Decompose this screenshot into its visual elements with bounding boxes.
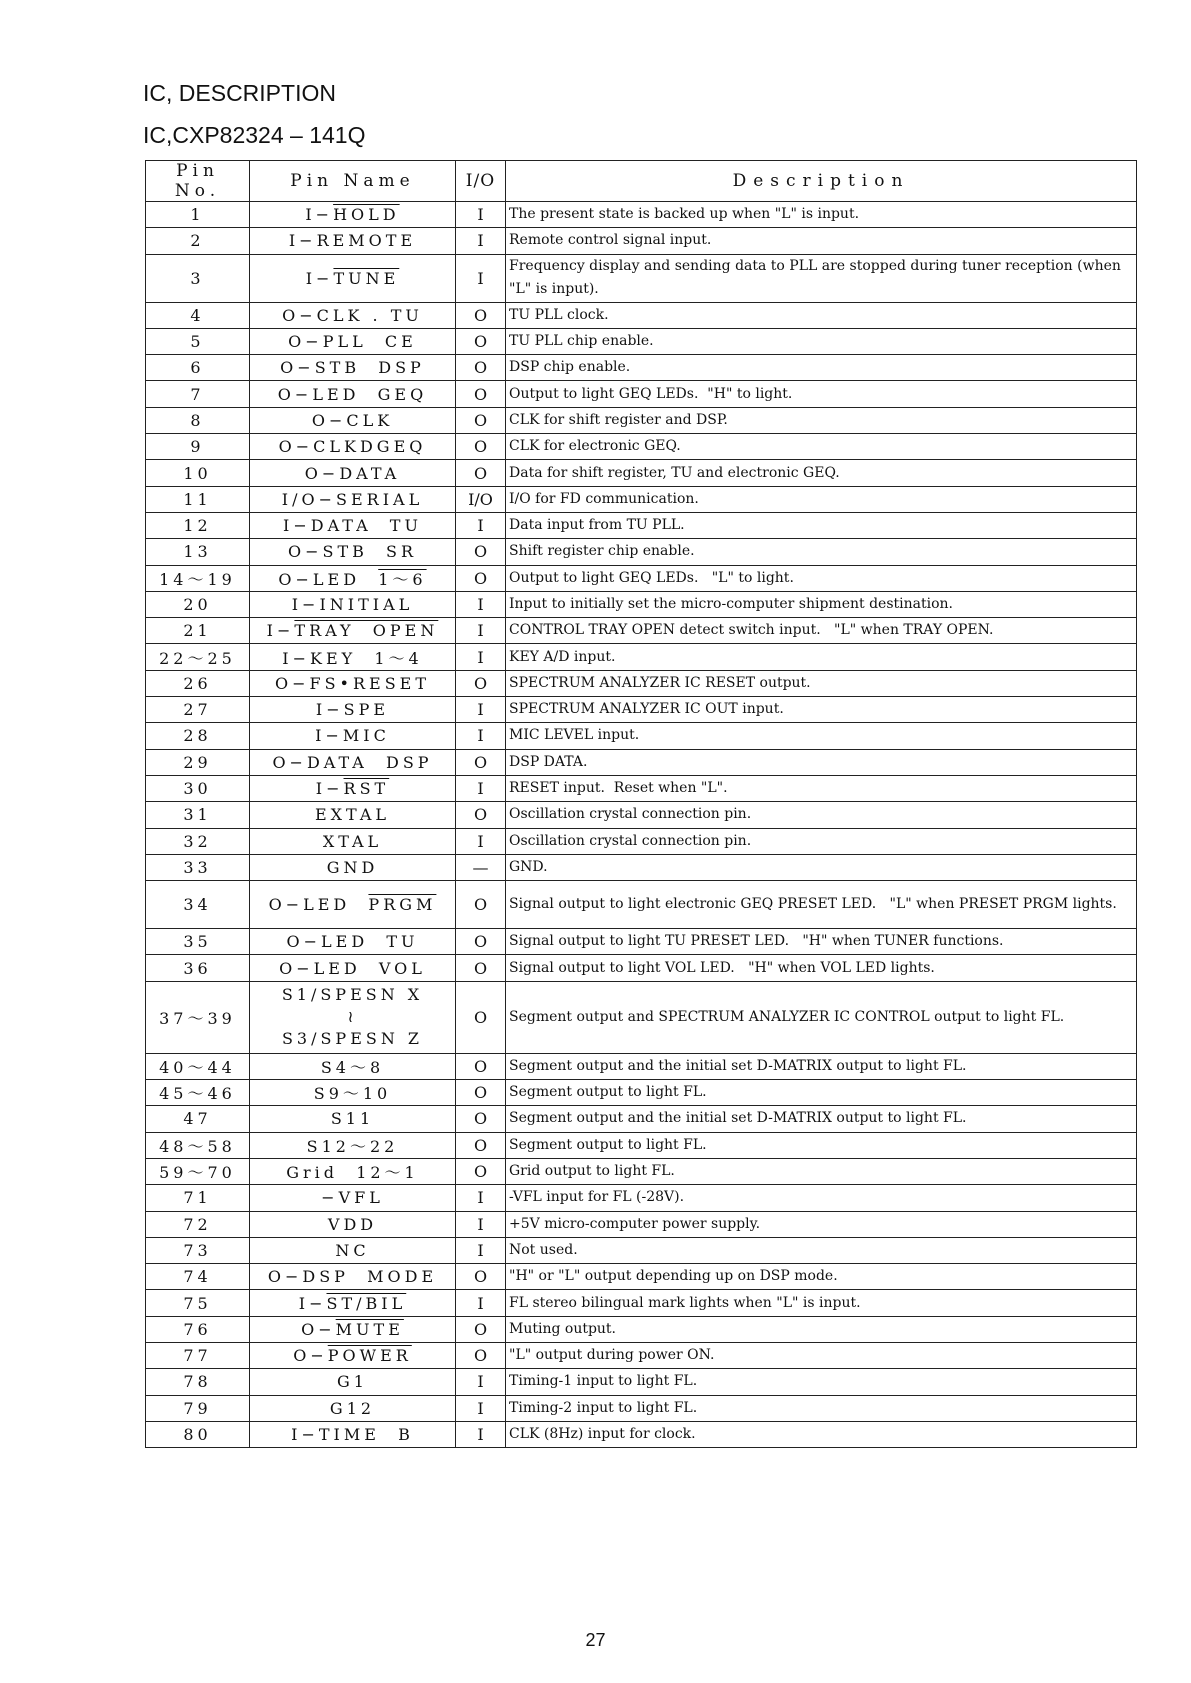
pin-name-cell (250, 355, 456, 381)
io-cell: O (456, 802, 506, 828)
pin-number-cell: 35 (146, 929, 250, 955)
pin-number-cell: 31 (146, 802, 250, 828)
pin-number-cell: 4 (146, 302, 250, 328)
pin-number-cell: 59〜70 (146, 1158, 250, 1184)
pin-name-cell (250, 228, 456, 254)
table-row (146, 228, 1137, 254)
pin-name-cell (250, 434, 456, 460)
table-row (146, 775, 1137, 801)
description-cell: Frequency display and sending data to PLL are stopped during tuner reception (when "L" is input). (506, 254, 1137, 302)
pin-name-cell (250, 407, 456, 433)
io-cell: I (456, 1369, 506, 1395)
description-cell: MIC LEVEL input. (506, 723, 1137, 749)
pin-name-overlined: PRGM (368, 895, 437, 915)
description-cell: FL stereo bilingual mark lights when "L" is input. (506, 1290, 1137, 1316)
table-row (146, 1421, 1137, 1447)
io-cell: I∕O (456, 486, 506, 512)
description-cell: SPECTRUM ANALYZER IC RESET output. (506, 670, 1137, 696)
pin-name-part: I−INITIAL (291, 595, 414, 614)
pin-number-cell: 27 (146, 697, 250, 723)
io-cell: O (456, 1106, 506, 1132)
pin-name-cell (250, 981, 456, 1053)
pin-name-part: S4〜8 (320, 1057, 385, 1077)
pin-number-cell: 74 (146, 1264, 250, 1290)
description-cell: Shift register chip enable. (506, 539, 1137, 565)
io-cell: — (456, 854, 506, 880)
pin-name-part: O− (301, 1319, 336, 1339)
table-row (146, 434, 1137, 460)
pin-name-cell (250, 697, 456, 723)
pin-name-cell (250, 828, 456, 854)
io-cell: O (456, 1342, 506, 1368)
pin-number-cell: 2 (146, 228, 250, 254)
pin-name-cell (250, 881, 456, 929)
pin-name-part: I−REMOTE (288, 231, 417, 251)
io-cell: O (456, 881, 506, 929)
table-row (146, 618, 1137, 644)
pin-name-cell (250, 929, 456, 955)
io-cell: O (456, 539, 506, 565)
pin-name-cell (250, 749, 456, 775)
io-cell: O (456, 460, 506, 486)
pin-number-cell: 45〜46 (146, 1080, 250, 1106)
description-cell: Output to light GEQ LEDs. "H" to light. (506, 381, 1137, 407)
pin-name-line: ≀ (347, 1007, 358, 1027)
pin-name-part: O−FS•RESET (274, 673, 431, 693)
pin-name-cell (250, 644, 456, 670)
pin-name-part: O−DSP MODE (267, 1267, 438, 1287)
io-cell: I (456, 1421, 506, 1447)
pin-name-part: VDD (327, 1214, 378, 1234)
pin-number-cell: 78 (146, 1369, 250, 1395)
description-cell: +5V micro-computer power supply. (506, 1211, 1137, 1237)
pin-number-cell: 10 (146, 460, 250, 486)
description-cell: CONTROL TRAY OPEN detect switch input. "L" when TRAY OPEN. (506, 618, 1137, 644)
pin-name-cell (250, 1342, 456, 1368)
pin-number-cell: 8 (146, 407, 250, 433)
table-row (146, 955, 1137, 981)
pin-name-cell (250, 1264, 456, 1290)
table-row (146, 355, 1137, 381)
table-row (146, 1158, 1137, 1184)
table-row (146, 1264, 1137, 1290)
description-cell: Not used. (506, 1237, 1137, 1263)
pin-name-cell (250, 854, 456, 880)
pin-name-cell (250, 1185, 456, 1211)
table-row (146, 1132, 1137, 1158)
description-cell: GND. (506, 854, 1137, 880)
table-row (146, 591, 1137, 617)
pin-name-part: O−LED (268, 895, 369, 915)
pin-name-part: G1 (337, 1372, 368, 1392)
table-row (146, 1290, 1137, 1316)
description-cell: Signal output to light TU PRESET LED. "H" when TUNER functions. (506, 929, 1137, 955)
table-row (146, 881, 1137, 929)
pin-name-cell (250, 1053, 456, 1079)
header-description: Description (506, 161, 1137, 202)
io-cell: I (456, 512, 506, 538)
table-row (146, 644, 1137, 670)
pin-name-part: S11 (330, 1109, 375, 1129)
description-cell: Signal output to light electronic GEQ PRESET LED. "L" when PRESET PRGM lights. (506, 881, 1137, 929)
pin-name-part: O−LED GEQ (277, 384, 428, 404)
table-row (146, 302, 1137, 328)
pin-name-part: O−DATA DSP (272, 752, 433, 772)
pin-name-part: I− (298, 1293, 327, 1313)
description-cell: Segment output and the initial set D-MATRIX output to light FL. (506, 1106, 1137, 1132)
pin-number-cell: 37〜39 (146, 981, 250, 1053)
table-row (146, 381, 1137, 407)
io-cell: O (456, 407, 506, 433)
table-row (146, 828, 1137, 854)
description-cell: Oscillation crystal connection pin. (506, 828, 1137, 854)
table-row (146, 981, 1137, 1053)
io-cell: O (456, 302, 506, 328)
pin-name-part: I∕O−SERIAL (281, 489, 424, 509)
pin-name-cell (250, 775, 456, 801)
page-heading: IC, DESCRIPTION (143, 80, 336, 106)
io-cell: O (456, 670, 506, 696)
page-number: 27 (585, 1630, 606, 1650)
description-cell: "H" or "L" output depending up on DSP mode. (506, 1264, 1137, 1290)
pin-name-cell (250, 381, 456, 407)
description-cell: SPECTRUM ANALYZER IC OUT input. (506, 697, 1137, 723)
io-cell: O (456, 355, 506, 381)
description-cell: KEY A/D input. (506, 644, 1137, 670)
pin-name-overlined: TUNE (333, 268, 400, 288)
description-cell: Remote control signal input. (506, 228, 1137, 254)
table-row (146, 254, 1137, 302)
pin-number-cell: 29 (146, 749, 250, 775)
table-row (146, 1185, 1137, 1211)
pin-name-line: S3/SPESN Z (281, 1029, 424, 1049)
pin-name-part: O−LED VOL (279, 958, 426, 978)
pin-name-cell (250, 202, 456, 228)
description-cell: Muting output. (506, 1316, 1137, 1342)
pin-name-part: G12 (329, 1398, 376, 1418)
pin-name-cell (250, 1132, 456, 1158)
pin-name-part: O−STB SR (287, 542, 418, 562)
pin-number-cell: 71 (146, 1185, 250, 1211)
io-cell: I (456, 697, 506, 723)
pin-number-cell: 40〜44 (146, 1053, 250, 1079)
table-row (146, 1080, 1137, 1106)
table-row (146, 929, 1137, 955)
description-cell: Segment output to light FL. (506, 1080, 1137, 1106)
pin-name-cell (250, 723, 456, 749)
pin-number-cell: 32 (146, 828, 250, 854)
description-cell: TU PLL clock. (506, 302, 1137, 328)
pin-name-part: I− (305, 268, 334, 288)
pin-name-part: EXTAL (314, 805, 391, 825)
pin-number-cell: 33 (146, 854, 250, 880)
io-cell: O (456, 565, 506, 591)
pin-number-cell: 22〜25 (146, 644, 250, 670)
pin-number-cell: 75 (146, 1290, 250, 1316)
table-row (146, 1237, 1137, 1263)
pin-name-part: O− (293, 1346, 328, 1366)
pin-number-cell: 48〜58 (146, 1132, 250, 1158)
pin-name-cell (250, 565, 456, 591)
pin-name-cell (250, 1158, 456, 1184)
pin-name-part: I− (305, 205, 334, 225)
pin-name-cell (250, 1395, 456, 1421)
io-cell: I (456, 228, 506, 254)
io-cell: I (456, 1237, 506, 1263)
io-cell: I (456, 644, 506, 670)
pin-name-cell (250, 486, 456, 512)
io-cell: I (456, 202, 506, 228)
header-pin-name: Pin Name (250, 161, 456, 202)
pin-number-cell: 79 (146, 1395, 250, 1421)
pin-name-part: NC (335, 1240, 370, 1260)
pin-number-cell: 34 (146, 881, 250, 929)
ic-part-number: IC,CXP82324 – 141Q (143, 122, 366, 148)
description-cell: Segment output and SPECTRUM ANALYZER IC CONTROL output to light FL. (506, 981, 1137, 1053)
io-cell: O (456, 1158, 506, 1184)
table-body (146, 202, 1137, 1448)
io-cell: O (456, 749, 506, 775)
pin-number-cell: 26 (146, 670, 250, 696)
table-row (146, 1342, 1137, 1368)
io-cell: O (456, 1316, 506, 1342)
io-cell: I (456, 618, 506, 644)
pin-name-part: I−SPE (315, 700, 390, 720)
io-cell: O (456, 434, 506, 460)
description-cell: Timing-2 input to light FL. (506, 1395, 1137, 1421)
description-cell: Oscillation crystal connection pin. (506, 802, 1137, 828)
table-row (146, 539, 1137, 565)
table-row (146, 697, 1137, 723)
table-row (146, 1395, 1137, 1421)
description-cell: Timing-1 input to light FL. (506, 1369, 1137, 1395)
pin-name-part: O−STB DSP (280, 358, 425, 378)
table-row (146, 565, 1137, 591)
table-row (146, 328, 1137, 354)
pin-name-part: O−LED (278, 569, 379, 589)
pin-name-cell (250, 254, 456, 302)
table-row (146, 486, 1137, 512)
description-cell: Input to initially set the micro-computer shipment destination. (506, 591, 1137, 617)
description-cell: Segment output and the initial set D-MATRIX output to light FL. (506, 1053, 1137, 1079)
description-cell: Output to light GEQ LEDs. "L" to light. (506, 565, 1137, 591)
pin-name-part: O−CLKDGEQ (278, 437, 427, 457)
io-cell: I (456, 1290, 506, 1316)
table-row (146, 407, 1137, 433)
io-cell: O (456, 381, 506, 407)
io-cell: I (456, 1185, 506, 1211)
description-cell: DSP DATA. (506, 749, 1137, 775)
table-row (146, 1369, 1137, 1395)
pin-number-cell: 30 (146, 775, 250, 801)
table-row (146, 1053, 1137, 1079)
table-row (146, 1211, 1137, 1237)
pin-name-part: I−KEY 1〜4 (282, 648, 423, 668)
pin-name-overlined: POWER (327, 1346, 412, 1366)
pin-number-cell: 6 (146, 355, 250, 381)
pin-name-part: S12〜22 (306, 1136, 399, 1156)
pin-number-cell: 72 (146, 1211, 250, 1237)
io-cell: O (456, 1264, 506, 1290)
description-cell: CLK (8Hz) input for clock. (506, 1421, 1137, 1447)
pin-name-part: O−PLL CE (288, 332, 417, 352)
description-cell: The present state is backed up when "L" is input. (506, 202, 1137, 228)
table-row (146, 1316, 1137, 1342)
pin-name-cell (250, 670, 456, 696)
pin-name-part: I− (266, 621, 295, 641)
pin-number-cell: 36 (146, 955, 250, 981)
table-row (146, 460, 1137, 486)
header-pin-no: Pin No. (146, 161, 250, 202)
io-cell: O (456, 955, 506, 981)
table-row (146, 1106, 1137, 1132)
pin-name-cell (250, 1290, 456, 1316)
pin-name-cell (250, 302, 456, 328)
pin-name-cell (250, 1211, 456, 1237)
pin-name-overlined: HOLD (333, 205, 400, 225)
pin-name-overlined: 1〜6 (378, 569, 427, 589)
pin-name-cell (250, 460, 456, 486)
pin-number-cell: 21 (146, 618, 250, 644)
description-cell: DSP chip enable. (506, 355, 1137, 381)
io-cell: O (456, 1080, 506, 1106)
io-cell: I (456, 828, 506, 854)
pin-name-overlined: MUTE (335, 1319, 404, 1339)
description-cell: Grid output to light FL. (506, 1158, 1137, 1184)
pin-name-cell (250, 618, 456, 644)
pin-name-part: Grid 12〜1 (286, 1163, 419, 1183)
description-cell: "L" output during power ON. (506, 1342, 1137, 1368)
pin-name-cell (250, 328, 456, 354)
description-cell: I/O for FD communication. (506, 486, 1137, 512)
io-cell: I (456, 1395, 506, 1421)
pin-description-table (145, 160, 1137, 1448)
pin-name-cell (250, 1080, 456, 1106)
pin-number-cell: 80 (146, 1421, 250, 1447)
pin-name-part: XTAL (322, 831, 383, 851)
description-cell: Signal output to light VOL LED. "H" when VOL LED lights. (506, 955, 1137, 981)
pin-number-cell: 47 (146, 1106, 250, 1132)
pin-name-part: O−LED TU (286, 932, 419, 952)
pin-name-cell (250, 539, 456, 565)
pin-name-part: I−TIME B (291, 1425, 414, 1445)
pin-name-part: I−MIC (315, 726, 390, 746)
description-cell: Data for shift register, TU and electronic GEQ. (506, 460, 1137, 486)
pin-name-cell (250, 1316, 456, 1342)
io-cell: I (456, 254, 506, 302)
pin-number-cell: 7 (146, 381, 250, 407)
pin-name-cell (250, 512, 456, 538)
pin-number-cell: 20 (146, 591, 250, 617)
pin-number-cell: 14〜19 (146, 565, 250, 591)
pin-name-overlined: TRAY OPEN (294, 621, 439, 641)
io-cell: O (456, 1132, 506, 1158)
pin-number-cell: 77 (146, 1342, 250, 1368)
description-cell: RESET input. Reset when "L". (506, 775, 1137, 801)
table-row (146, 802, 1137, 828)
pin-number-cell: 5 (146, 328, 250, 354)
io-cell: I (456, 591, 506, 617)
pin-number-cell: 9 (146, 434, 250, 460)
pin-name-cell (250, 1421, 456, 1447)
description-cell: Segment output to light FL. (506, 1132, 1137, 1158)
pin-name-part: O−CLK (311, 410, 394, 430)
pin-name-part: I− (315, 779, 344, 799)
pin-name-part: O−DATA (304, 463, 401, 483)
pin-number-cell: 11 (146, 486, 250, 512)
pin-name-part: −VFL (321, 1188, 384, 1208)
pin-number-cell: 13 (146, 539, 250, 565)
pin-number-cell: 76 (146, 1316, 250, 1342)
header-io: I∕O (456, 161, 506, 202)
table-row (146, 749, 1137, 775)
table-row (146, 512, 1137, 538)
table-row (146, 670, 1137, 696)
description-cell: Data input from TU PLL. (506, 512, 1137, 538)
pin-name-cell (250, 1106, 456, 1132)
io-cell: I (456, 775, 506, 801)
description-cell: TU PLL chip enable. (506, 328, 1137, 354)
description-cell: CLK for electronic GEQ. (506, 434, 1137, 460)
io-cell: O (456, 328, 506, 354)
io-cell: O (456, 1053, 506, 1079)
pin-number-cell: 3 (146, 254, 250, 302)
pin-number-cell: 12 (146, 512, 250, 538)
table-row (146, 202, 1137, 228)
io-cell: O (456, 981, 506, 1053)
pin-name-cell (250, 802, 456, 828)
pin-name-cell (250, 955, 456, 981)
pin-number-cell: 1 (146, 202, 250, 228)
table-row (146, 723, 1137, 749)
io-cell: O (456, 929, 506, 955)
pin-name-part: GND (326, 857, 379, 877)
table-header-row (146, 161, 1137, 202)
pin-name-overlined: $\overline{RST}$ (343, 779, 390, 799)
pin-number-cell: 73 (146, 1237, 250, 1263)
pin-name-part: O−CLK . TU (282, 305, 423, 325)
io-cell: I (456, 1211, 506, 1237)
pin-name-line: S1/SPESN X (281, 985, 424, 1005)
pin-name-overlined: ST/BIL (326, 1293, 407, 1313)
pin-number-cell: 28 (146, 723, 250, 749)
io-cell: I (456, 723, 506, 749)
table-row (146, 854, 1137, 880)
pin-name-cell (250, 591, 456, 617)
pin-name-part: S9〜10 (313, 1084, 392, 1104)
pin-name-part: I−DATA TU (283, 516, 422, 536)
pin-name-cell (250, 1369, 456, 1395)
pin-name-cell (250, 1237, 456, 1263)
description-cell: -VFL input for FL (-28V). (506, 1185, 1137, 1211)
description-cell: CLK for shift register and DSP. (506, 407, 1137, 433)
